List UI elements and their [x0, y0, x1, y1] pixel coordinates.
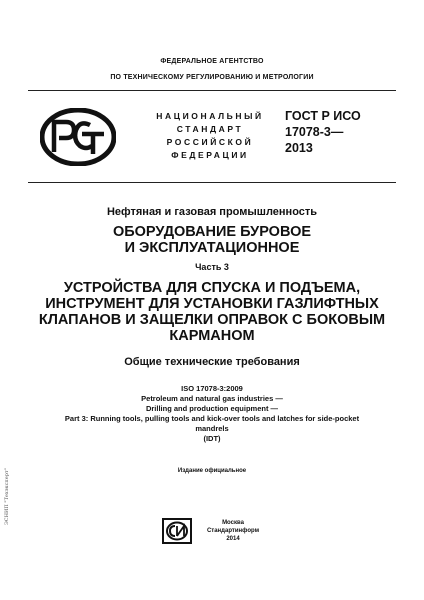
agency-name-line1: ФЕДЕРАЛЬНОЕ АГЕНТСТВО — [160, 58, 264, 65]
part-label: Часть 3 — [195, 262, 229, 272]
gost-designation-line2: 17078-3— — [285, 125, 344, 139]
main-title-line2: ИНСТРУМЕНТ ДЛЯ УСТАНОВКИ ГАЗЛИФТНЫХ — [45, 296, 379, 312]
rst-logo — [40, 108, 116, 166]
equipment-title-line2: И ЭКСПЛУАТАЦИОННОЕ — [124, 240, 300, 256]
iso-number: ISO 17078-3:2009 — [181, 384, 243, 393]
main-title-line4: КАРМАНОМ — [169, 328, 255, 344]
top-divider — [28, 90, 396, 91]
iso-title-line3: Part 3: Running tools, pulling tools and kick-over tools and latches for side-pocket — [64, 414, 360, 423]
iso-title-line1: Petroleum and natural gas industries — — [141, 394, 283, 403]
gost-designation-year: 2013 — [285, 141, 313, 155]
publisher-name: Стандартинформ — [206, 528, 260, 534]
official-edition-label: Издание официальное — [177, 468, 247, 474]
main-title-line3: КЛАПАНОВ И ЗАЩЕЛКИ ОПРАВОК С БОКОВЫМ — [38, 312, 386, 328]
gost-designation-line1: ГОСТ Р ИСО — [285, 109, 361, 123]
iso-identical-mark: (IDT) — [203, 434, 221, 443]
standard-word-russian: РОССИЙСКОЙ — [166, 137, 254, 147]
standard-word-standard: СТАНДАРТ — [176, 124, 244, 134]
mid-divider — [28, 182, 396, 183]
equipment-title-line1: ОБОРУДОВАНИЕ БУРОВОЕ — [112, 224, 312, 240]
side-watermark-text: ЭСНИП "Техэксперт" — [4, 468, 10, 526]
main-title-line1: УСТРОЙСТВА ДЛЯ СПУСКА И ПОДЪЕМА, — [63, 280, 361, 296]
iso-title-line2: Drilling and production equipment — — [145, 404, 279, 413]
requirements-subtitle: Общие технические требования — [124, 356, 300, 368]
standard-word-federation: ФЕДЕРАЦИИ — [171, 150, 249, 160]
standartinform-logo — [162, 518, 192, 544]
industry-title: Нефтяная и газовая промышленность — [106, 206, 318, 218]
iso-title-line4: mandrels — [195, 424, 229, 433]
agency-name-line2: ПО ТЕХНИЧЕСКОМУ РЕГУЛИРОВАНИЮ И МЕТРОЛОГИИ — [110, 74, 314, 81]
publisher-year: 2014 — [226, 536, 240, 542]
publisher-city: Москва — [222, 520, 244, 526]
standard-word-national: НАЦИОНАЛЬНЫЙ — [156, 111, 264, 121]
